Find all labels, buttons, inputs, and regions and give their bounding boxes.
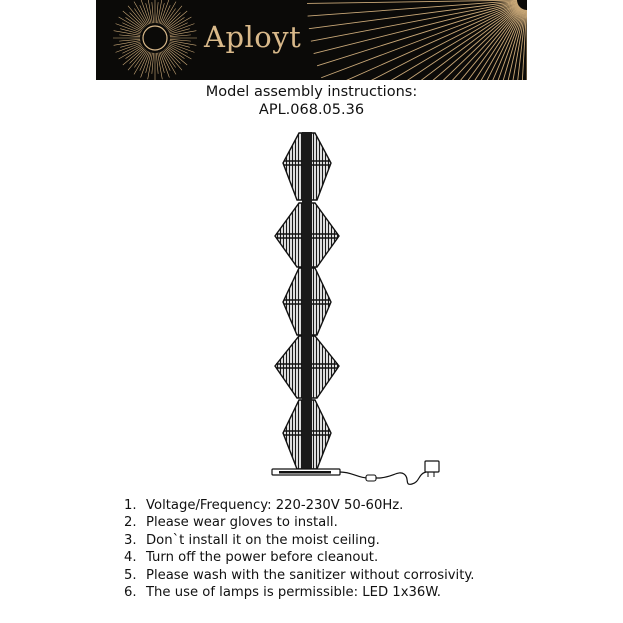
list-item [124, 567, 475, 584]
title-line: Model assembly instructions: [205, 84, 418, 100]
list-item [124, 584, 475, 601]
inline-switch [366, 475, 376, 481]
item-text: Voltage/Frequency: 220-230V 50-60Hz. [146, 498, 404, 513]
item-number: 3. [124, 532, 137, 548]
power-adapter [425, 461, 439, 472]
item-text: Don`t install it on the moist ceiling. [146, 532, 380, 548]
instructions-list [124, 497, 475, 601]
item-text: Turn off the power before cleanout. [146, 550, 379, 566]
list-item [124, 532, 475, 549]
list-item [124, 497, 475, 514]
brand-logo: Aployt [204, 20, 302, 54]
model-number: APL.068.05.36 [258, 102, 365, 118]
item-text: Please wear gloves to install. [146, 515, 338, 531]
item-number: 4. [124, 550, 137, 566]
item-number: 5. [124, 567, 137, 583]
power-cable [340, 472, 426, 484]
item-number: 1. [124, 498, 137, 513]
item-text: Please wash with the sanitizer without corrosivity. [146, 567, 475, 583]
list-item [124, 514, 475, 531]
item-text: The use of lamps is permissible: LED 1x36W. [146, 585, 441, 601]
list-item [124, 549, 475, 566]
item-number: 6. [124, 585, 137, 601]
item-number: 2. [124, 515, 137, 531]
